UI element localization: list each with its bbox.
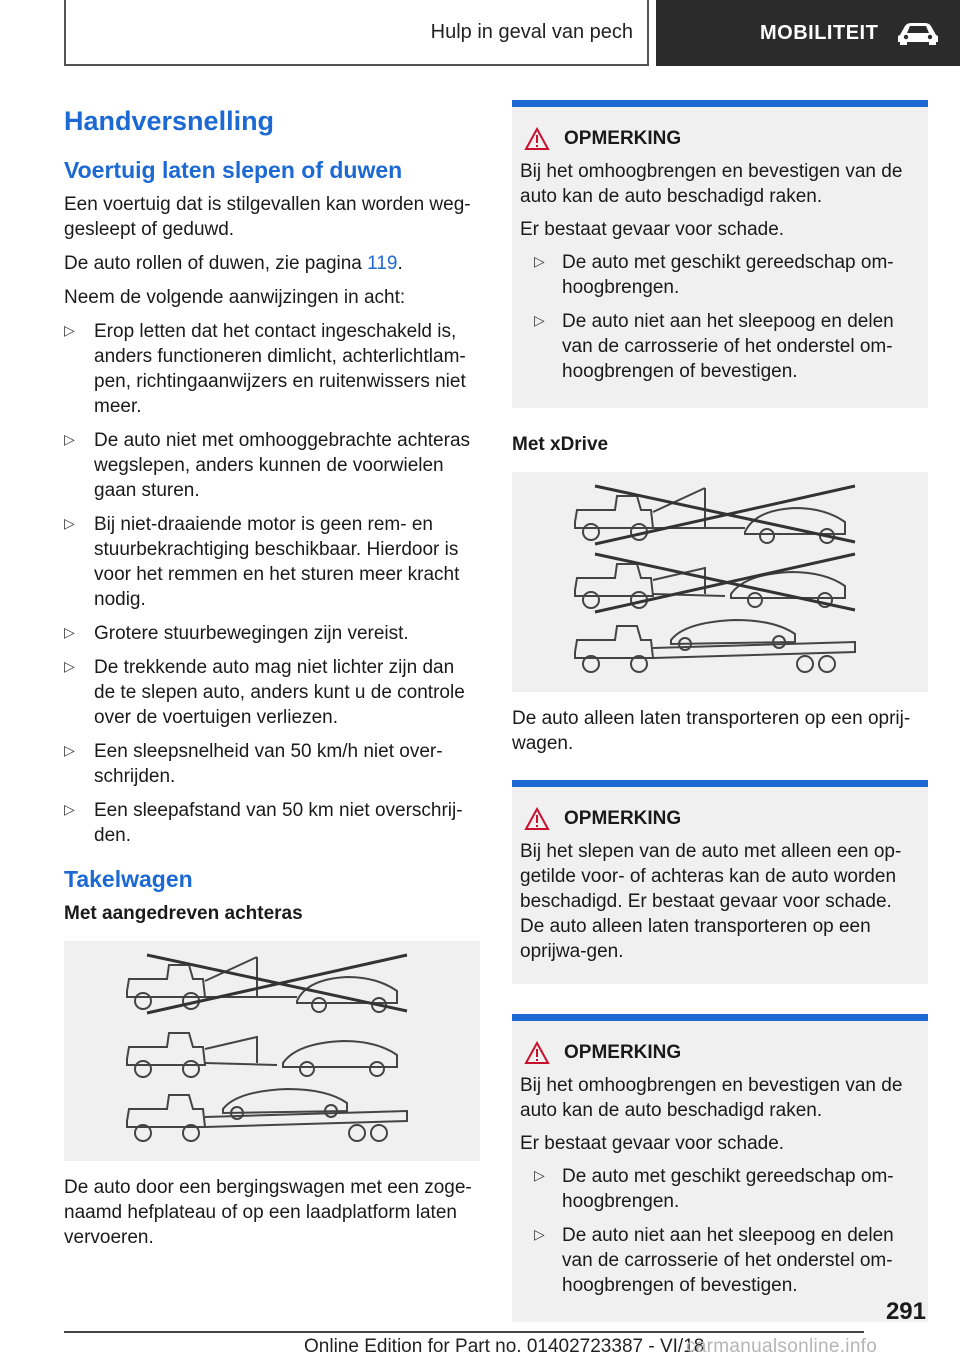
header-chapter-title: MOBILITEIT: [760, 21, 879, 44]
note-text: Bij het slepen van de auto met alleen een op-getilde voor- of achteras kan de auto worden beschadigd. Er bestaat gevaar voor schade. De auto alleen laten transporteren op een oprijwa-gen.: [520, 841, 902, 962]
note-text: Bij het omhoogbrengen en bevestigen van de auto kan de auto beschadigd raken.: [520, 1075, 903, 1121]
header-section-box: [64, 0, 649, 66]
note-box: [512, 780, 928, 984]
paragraph-with-link: De auto rollen of duwen, zie pagina 119.: [64, 253, 403, 274]
list-item: ▷ Erop letten dat het contact ingeschakeld is, anders functioneren dimlicht, achterlichtlam-pen, richtingaanwijzers en ruitenwissers niet meer.: [64, 319, 480, 419]
instruction-list: [64, 319, 480, 848]
figure-caption: De auto alleen laten transporteren op een oprij-wagen.: [512, 708, 911, 754]
note-label: OPMERKING: [564, 1042, 682, 1063]
list-item: ▷ De auto niet met omhooggebrachte achteras wegslepen, anders kunnen de voorwielen gaan sturen.: [64, 428, 480, 503]
list-item: ▷ Bij niet-draaiende motor is geen rem- en stuurbekrachtiging beschikbaar. Hierdoor is voor het remmen en het sturen meer kracht nodig.: [64, 512, 480, 612]
subheading-rear-drive: Met aangedreven achteras: [64, 903, 303, 924]
tow-truck-illustration: [512, 472, 928, 692]
section-heading-tow-truck: Takelwagen: [64, 866, 193, 892]
right-column: [512, 100, 928, 1352]
watermark: carmanualsonline.info: [686, 1336, 878, 1357]
tow-truck-illustration: [64, 941, 480, 1161]
footer-divider: [64, 1331, 864, 1333]
list-item: ▷ De auto niet aan het sleepoog en delen van de carrosserie of het onderstel om-hoogbrengen of bevestigen.: [520, 309, 920, 384]
car-icon: [896, 21, 940, 45]
note-box: [512, 100, 928, 408]
note-list: [520, 1164, 920, 1298]
note-text: Er bestaat gevaar voor schade.: [520, 219, 785, 240]
list-item: ▷ De auto met geschikt gereedschap om-hoogbrengen.: [520, 250, 920, 300]
header-section-title: Hulp in geval van pech: [430, 20, 633, 43]
warning-icon: [524, 1041, 550, 1065]
list-item: ▷ De trekkende auto mag niet lichter zijn dan de te slepen auto, anders kunt u de controle over de voertuigen verliezen.: [64, 655, 480, 730]
page-title: Handversnelling: [64, 106, 275, 136]
note-text: Bij het omhoogbrengen en bevestigen van de auto kan de auto beschadigd raken.: [520, 161, 903, 207]
footer-edition: Online Edition for Part no. 01402723387 - VI/18: [304, 1336, 705, 1357]
header-chapter-box: [656, 0, 960, 66]
figure-caption: De auto door een bergingswagen met een zoge-naamd hefplateau of op een laadplatform laten vervoeren.: [64, 1177, 472, 1248]
list-item: ▷ Grotere stuurbewegingen zijn vereist.: [64, 621, 480, 646]
list-item: ▷ Een sleepafstand van 50 km niet overschrij-den.: [64, 798, 480, 848]
warning-icon: [524, 807, 550, 831]
page-number: 291: [885, 1298, 926, 1325]
page-header: [0, 0, 960, 66]
note-list: [520, 250, 920, 384]
list-item: ▷ De auto niet aan het sleepoog en delen van de carrosserie of het onderstel om-hoogbrengen of bevestigen.: [520, 1223, 920, 1298]
paragraph: Neem de volgende aanwijzingen in acht:: [64, 287, 406, 308]
list-item: ▷ De auto met geschikt gereedschap om-hoogbrengen.: [520, 1164, 920, 1214]
page-link[interactable]: 119: [367, 253, 398, 274]
left-column: [64, 100, 480, 1259]
note-text: Er bestaat gevaar voor schade.: [520, 1133, 785, 1154]
note-box: [512, 1014, 928, 1322]
note-label: OPMERKING: [564, 808, 682, 829]
subheading-xdrive: Met xDrive: [512, 434, 609, 455]
list-item: ▷ Een sleepsnelheid van 50 km/h niet over-schrijden.: [64, 739, 480, 789]
section-heading-towing: Voertuig laten slepen of duwen: [64, 157, 403, 183]
note-label: OPMERKING: [564, 128, 682, 149]
paragraph: Een voertuig dat is stilgevallen kan worden weg-gesleept of geduwd.: [64, 194, 471, 240]
warning-icon: [524, 127, 550, 151]
